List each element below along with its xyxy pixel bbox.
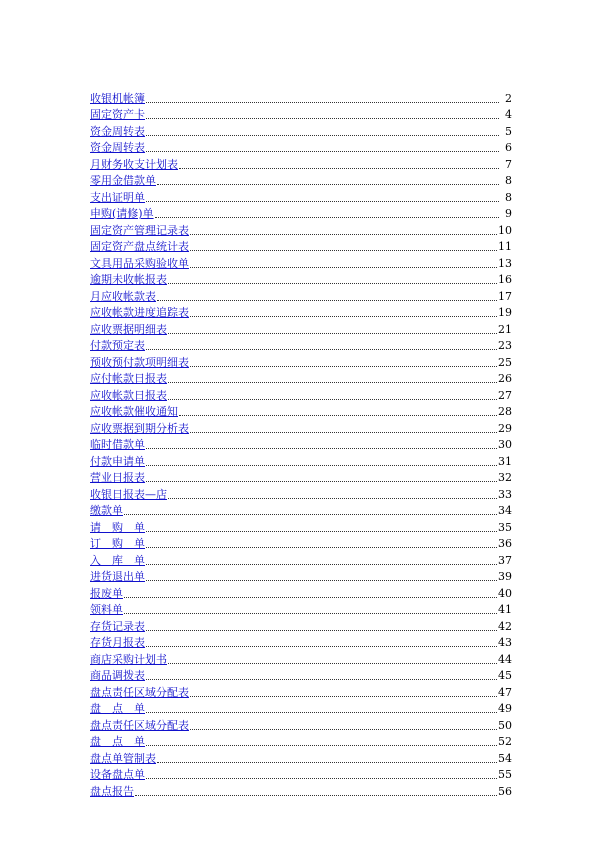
toc-entry[interactable] — [90, 502, 512, 519]
toc-entry-title-link[interactable]: 商品调拨表 — [90, 669, 145, 682]
toc-entry-title-link[interactable]: 固定资产管理记录表 — [90, 223, 189, 237]
toc-entry[interactable] — [90, 122, 512, 139]
dot-leader — [168, 333, 497, 334]
dot-leader — [157, 762, 497, 763]
toc-entry[interactable] — [90, 89, 512, 106]
toc-entry-title-link[interactable]: 应收帐款催收通知 — [90, 405, 178, 418]
dot-leader — [146, 679, 497, 680]
toc-page-number: 42 — [498, 619, 512, 633]
toc-page-number: 44 — [498, 652, 512, 666]
toc-page-number: 37 — [498, 553, 512, 567]
toc-page-number: 25 — [498, 355, 512, 369]
toc-entry[interactable] — [90, 568, 512, 585]
toc-entry[interactable] — [90, 452, 512, 469]
toc-entry[interactable] — [90, 221, 512, 238]
toc-entry[interactable] — [90, 782, 512, 799]
toc-entry[interactable] — [90, 403, 512, 420]
toc-page-number: 43 — [498, 636, 512, 649]
dot-leader — [179, 168, 499, 169]
dot-leader — [168, 382, 497, 383]
toc-entry-title-link[interactable]: 临时借款单 — [90, 438, 145, 451]
dot-leader — [190, 729, 497, 730]
toc-entry[interactable] — [90, 667, 512, 684]
toc-entry-title-link[interactable]: 预收预付款项明细表 — [90, 355, 189, 369]
dot-leader — [190, 432, 497, 433]
toc-entry[interactable] — [90, 172, 512, 189]
toc-page-number: 11 — [498, 240, 512, 253]
toc-entry-title-link[interactable]: 盘 点 单 — [90, 735, 145, 748]
dot-leader — [146, 481, 497, 482]
toc-entry-title-link[interactable]: 资金周转表 — [90, 141, 145, 154]
dot-leader — [146, 745, 497, 746]
toc-entry[interactable] — [90, 617, 512, 634]
toc-entry[interactable] — [90, 650, 512, 667]
toc-page-number: 54 — [498, 751, 512, 765]
toc-entry[interactable] — [90, 518, 512, 535]
toc-entry-title-link[interactable]: 付款预定表 — [90, 339, 145, 352]
toc-entry-title-link[interactable]: 应付帐款日报表 — [90, 372, 167, 385]
toc-entry-title-link[interactable]: 文具用品采购验收单 — [90, 256, 189, 270]
toc-page-number: 36 — [498, 537, 512, 550]
toc-page-number: 49 — [498, 702, 512, 715]
toc-entry-title-link[interactable]: 应收帐款进度追踪表 — [90, 306, 189, 319]
dot-leader — [168, 399, 497, 400]
toc-entry[interactable] — [90, 337, 512, 354]
toc-page-number: 6 — [505, 141, 512, 154]
toc-entry-title-link[interactable]: 零用金借款单 — [90, 174, 156, 187]
toc-entry[interactable] — [90, 254, 512, 271]
toc-entry[interactable] — [90, 485, 512, 502]
toc-page-number: 31 — [498, 454, 512, 468]
toc-entry-title-link[interactable]: 盘点报告 — [90, 784, 134, 798]
dot-leader — [124, 597, 497, 598]
dot-leader — [124, 613, 497, 614]
toc-page-number: 50 — [498, 718, 512, 732]
toc-entry[interactable] — [90, 205, 512, 222]
table-of-contents — [90, 89, 512, 799]
toc-entry-title-link[interactable]: 盘点责任区域分配表 — [90, 685, 189, 699]
dot-leader — [190, 250, 497, 251]
toc-entry-title-link[interactable]: 请 购 单 — [90, 520, 145, 534]
toc-entry[interactable] — [90, 535, 512, 552]
toc-entry-title-link[interactable]: 资金周转表 — [90, 124, 145, 138]
toc-entry[interactable] — [90, 304, 512, 321]
toc-entry-title-link[interactable]: 营业日报表 — [90, 471, 145, 484]
toc-entry[interactable] — [90, 271, 512, 288]
toc-page-number: 9 — [505, 207, 512, 220]
toc-entry-title-link[interactable]: 支出证明单 — [90, 190, 145, 204]
dot-leader — [146, 712, 497, 713]
dot-leader — [168, 663, 497, 664]
toc-entry-title-link[interactable]: 月财务收支计划表 — [90, 157, 178, 171]
dot-leader — [146, 547, 497, 548]
dot-leader — [124, 514, 497, 515]
dot-leader — [146, 135, 499, 136]
toc-page-number: 55 — [498, 768, 512, 781]
toc-entry-title-link[interactable]: 月应收帐款表 — [90, 289, 156, 303]
toc-entry-title-link[interactable]: 收银日报表—店 — [90, 487, 167, 501]
dot-leader — [146, 448, 497, 449]
toc-entry-title-link[interactable]: 付款申请单 — [90, 454, 145, 468]
toc-entry-title-link[interactable]: 固定资产盘点统计表 — [90, 240, 189, 253]
toc-page-number: 33 — [498, 487, 512, 501]
toc-page-number: 56 — [498, 784, 512, 798]
toc-entry-title-link[interactable]: 报废单 — [90, 586, 123, 600]
toc-page-number: 17 — [498, 289, 512, 303]
toc-entry[interactable] — [90, 716, 512, 733]
toc-entry-title-link[interactable]: 盘点责任区域分配表 — [90, 718, 189, 732]
dot-leader — [146, 646, 497, 647]
toc-page-number: 41 — [498, 603, 512, 616]
toc-page-number: 26 — [498, 372, 512, 385]
dot-leader — [190, 696, 497, 697]
toc-entry[interactable] — [90, 584, 512, 601]
dot-leader — [135, 795, 497, 796]
toc-page-number: 13 — [498, 256, 512, 270]
dot-leader — [146, 778, 497, 779]
toc-entry-title-link[interactable]: 固定资产卡 — [90, 108, 145, 121]
toc-entry-title-link[interactable]: 盘点单管制表 — [90, 751, 156, 765]
toc-entry-title-link[interactable]: 领料单 — [90, 603, 123, 616]
dot-leader — [190, 316, 497, 317]
toc-entry[interactable] — [90, 683, 512, 700]
toc-entry-title-link[interactable]: 订 购 单 — [90, 537, 145, 550]
toc-page-number: 34 — [498, 504, 512, 517]
toc-entry[interactable] — [90, 551, 512, 568]
dot-leader — [146, 580, 497, 581]
toc-entry-title-link[interactable]: 盘 点 单 — [90, 702, 145, 715]
toc-entry[interactable] — [90, 287, 512, 304]
toc-entry-title-link[interactable]: 申购(请修)单 — [90, 207, 154, 220]
toc-page-number: 35 — [498, 520, 512, 534]
toc-page-number: 8 — [505, 174, 512, 187]
toc-page-number: 29 — [498, 421, 512, 435]
toc-entry-title-link[interactable]: 存货记录表 — [90, 619, 145, 633]
toc-entry-title-link[interactable]: 入 库 单 — [90, 553, 145, 567]
toc-page-number: 52 — [498, 735, 512, 748]
toc-entry[interactable] — [90, 139, 512, 156]
dot-leader — [179, 415, 497, 416]
toc-page-number: 19 — [498, 306, 512, 319]
toc-page-number: 21 — [498, 322, 512, 336]
toc-entry[interactable] — [90, 320, 512, 337]
toc-page-number: 16 — [498, 273, 512, 286]
toc-page-number: 2 — [505, 91, 512, 105]
toc-entry[interactable] — [90, 634, 512, 651]
toc-entry-title-link[interactable]: 逾期未收帐报表 — [90, 273, 167, 286]
toc-entry[interactable] — [90, 419, 512, 436]
dot-leader — [146, 465, 497, 466]
toc-entry-title-link[interactable]: 应收票据到期分析表 — [90, 421, 189, 435]
toc-entry[interactable] — [90, 766, 512, 783]
dot-leader — [157, 184, 499, 185]
toc-entry[interactable] — [90, 749, 512, 766]
toc-page-number: 45 — [498, 669, 512, 682]
toc-page-number: 32 — [498, 471, 512, 484]
dot-leader — [146, 118, 499, 119]
toc-entry-title-link[interactable]: 商店采购计划书 — [90, 652, 167, 666]
toc-entry-title-link[interactable]: 收银机帐簿 — [90, 91, 145, 105]
toc-page-number: 47 — [498, 685, 512, 699]
toc-page-number: 8 — [505, 190, 512, 204]
dot-leader — [157, 300, 497, 301]
toc-entry[interactable] — [90, 469, 512, 486]
toc-entry-title-link[interactable]: 应收帐款日报表 — [90, 388, 167, 402]
toc-page-number: 23 — [498, 339, 512, 352]
toc-entry-title-link[interactable]: 设备盘点单 — [90, 768, 145, 781]
dot-leader — [146, 102, 499, 103]
toc-page-number: 28 — [498, 405, 512, 418]
toc-entry[interactable] — [90, 436, 512, 453]
toc-page-number: 4 — [505, 108, 512, 121]
dot-leader — [146, 201, 499, 202]
toc-page-number: 10 — [498, 223, 512, 237]
toc-entry[interactable] — [90, 155, 512, 172]
toc-entry[interactable] — [90, 238, 512, 255]
toc-page-number: 30 — [498, 438, 512, 451]
toc-page-number: 27 — [498, 388, 512, 402]
dot-leader — [168, 498, 497, 499]
dot-leader — [146, 531, 497, 532]
toc-entry[interactable] — [90, 601, 512, 618]
toc-page-number: 5 — [505, 124, 512, 138]
toc-page-number: 40 — [498, 586, 512, 600]
dot-leader — [146, 630, 497, 631]
toc-entry-title-link[interactable]: 进货退出单 — [90, 570, 145, 583]
toc-entry[interactable] — [90, 733, 512, 750]
toc-entry[interactable] — [90, 386, 512, 403]
toc-entry[interactable] — [90, 700, 512, 717]
dot-leader — [190, 234, 497, 235]
toc-entry-title-link[interactable]: 存货月报表 — [90, 636, 145, 649]
toc-page-number: 39 — [498, 570, 512, 583]
dot-leader — [190, 366, 497, 367]
toc-entry[interactable] — [90, 370, 512, 387]
toc-entry[interactable] — [90, 188, 512, 205]
toc-entry-title-link[interactable]: 应收票据明细表 — [90, 322, 167, 336]
dot-leader — [168, 283, 497, 284]
dot-leader — [155, 217, 499, 218]
toc-entry-title-link[interactable]: 缴款单 — [90, 504, 123, 517]
toc-entry[interactable] — [90, 353, 512, 370]
toc-entry[interactable] — [90, 106, 512, 123]
dot-leader — [146, 151, 499, 152]
dot-leader — [146, 564, 497, 565]
dot-leader — [190, 267, 497, 268]
toc-page-number: 7 — [505, 157, 512, 171]
dot-leader — [146, 349, 497, 350]
